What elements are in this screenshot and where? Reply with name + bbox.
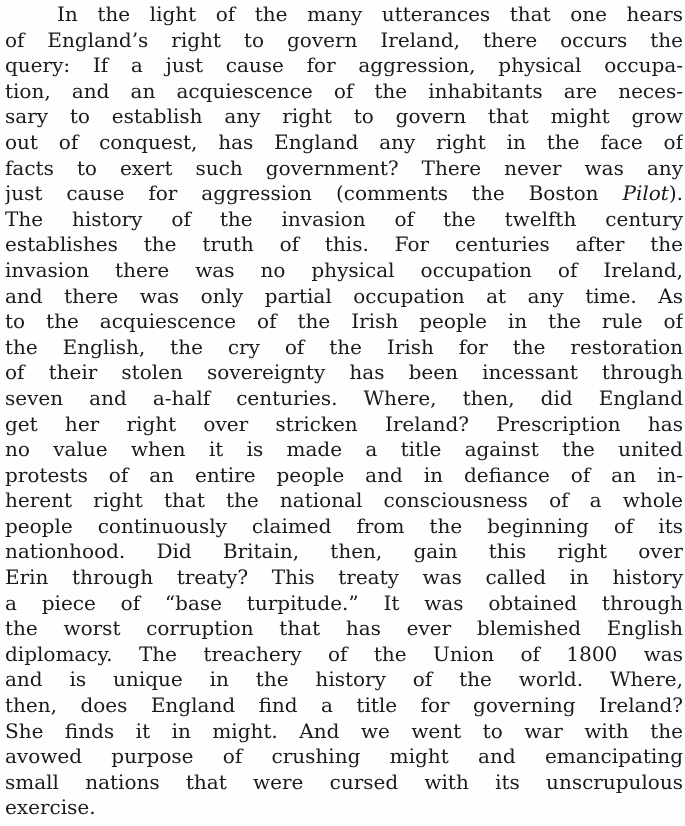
text-line: of their stolen sovereignty has been incessant through — [5, 360, 683, 385]
text-line: of England’s right to govern Ireland, there occurs the — [5, 27, 683, 52]
text-line-part: just cause for aggression (comments the Boston — [5, 181, 623, 206]
text-line: seven and a-half centuries. Where, then, did England — [5, 385, 683, 410]
text-line: the worst corruption that has ever blemished English — [5, 616, 683, 641]
text-line: exercise. — [5, 795, 96, 820]
text-line: facts to exert such government? There never was any — [5, 155, 683, 180]
text-line: diplomacy. The treachery of the Union of 1800 was — [5, 641, 683, 666]
text-line: no value when it is made a title against the united — [5, 437, 683, 462]
text-line: query: If a just cause for aggression, physical occupa- — [5, 53, 683, 78]
text-line-part: ). — [668, 181, 683, 206]
text-line: get her right over stricken Ireland? Prescription has — [5, 411, 683, 436]
text-line: establishes the truth of this. For centuries after the — [5, 232, 683, 257]
italic-publication-name: Pilot — [622, 181, 669, 206]
text-line: Erin through treaty? This treaty was called in history — [5, 565, 683, 590]
text-line: small nations that were cursed with its unscrupulous — [5, 769, 683, 794]
text-line: protests of an entire people and in defiance of an in- — [5, 462, 683, 487]
text-line: invasion there was no physical occupation of Ireland, — [5, 257, 683, 282]
text-line: and is unique in the history of the world. Where, — [5, 667, 683, 692]
text-line: herent right that the national consciousness of a whole — [5, 488, 683, 513]
text-line: people continuously claimed from the beginning of its — [5, 513, 683, 538]
text-line: out of conquest, has England any right in the face of — [5, 129, 683, 154]
text-line: In the light of the many utterances that one hears — [57, 2, 683, 26]
text-line: the English, the cry of the Irish for the restoration — [5, 334, 683, 359]
text-line: then, does England find a title for governing Ireland? — [5, 693, 683, 718]
text-line-with-italic — [5, 181, 683, 207]
article-paragraph — [5, 2, 683, 821]
text-line: She finds it in might. And we went to war with the — [5, 718, 683, 743]
text-line: avowed purpose of crushing might and emancipating — [5, 744, 683, 769]
text-line: tion, and an acquiescence of the inhabitants are neces- — [5, 78, 683, 103]
text-line: a piece of “base turpitude.” It was obtained through — [5, 590, 683, 615]
text-line: sary to establish any right to govern that might grow — [5, 104, 683, 129]
text-line: to the acquiescence of the Irish people in the rule of — [5, 309, 683, 334]
text-line: and there was only partial occupation at any time. As — [5, 283, 683, 308]
text-line: nationhood. Did Britain, then, gain this right over — [5, 539, 683, 564]
text-line: The history of the invasion of the twelfth century — [5, 206, 683, 231]
